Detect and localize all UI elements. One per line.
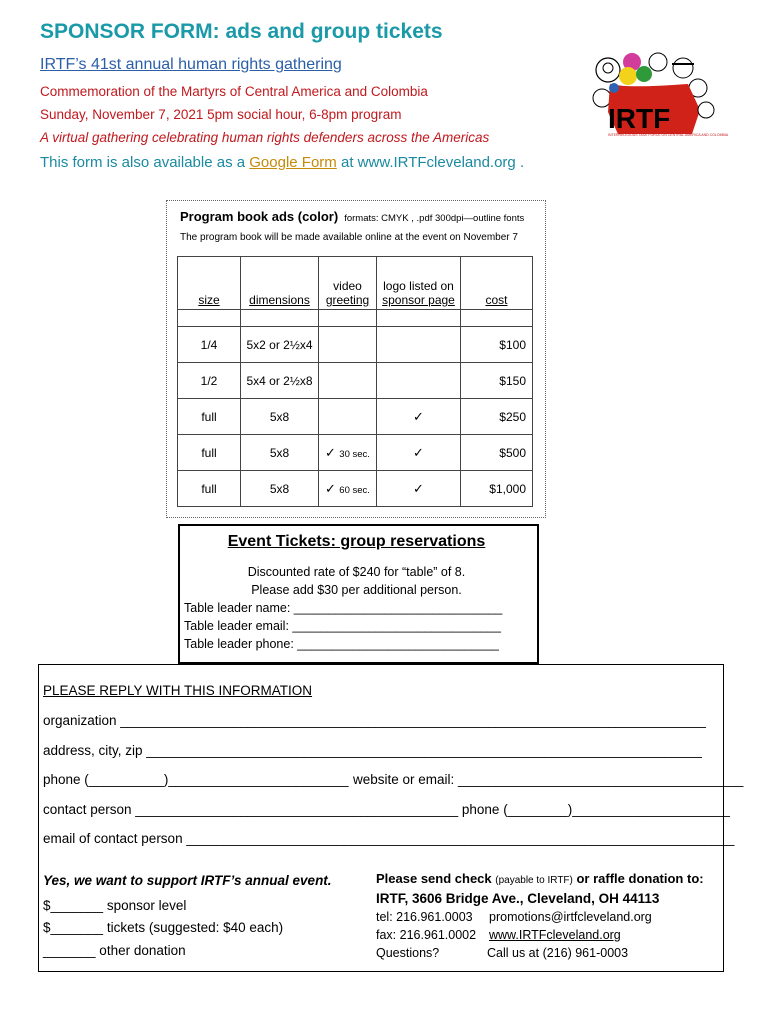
table-leader-name-field[interactable]: Table leader name: ______________________________ [184, 601, 503, 615]
ads-formats: formats: CMYK , .pdf 300dpi—outline fonts [344, 213, 525, 224]
support-heading: Yes, we want to support IRTF’s annual event. [43, 873, 332, 888]
logo-caption: INTERRELIGIOUS TASK FORCE ON CENTRAL AMERICA AND COLOMBIA [608, 133, 729, 137]
phone-field[interactable]: phone (__________)________________________ [43, 772, 349, 787]
ads-note: The program book will be made available online at the event on November 7 [180, 232, 518, 243]
table-row: full 5x8 ✓ 30 sec. ✓ $500 [178, 435, 533, 471]
col-cost: cost [485, 293, 508, 307]
irtf-logo [588, 48, 729, 144]
col-dimensions: dimensions [249, 293, 310, 307]
ads-table-header [178, 257, 533, 310]
contact-person-field[interactable]: contact person ___________________________________________ phone (________)_____________________ [43, 802, 730, 817]
ads-heading: Program book ads (color) formats: CMYK , .pdf 300dpi—outline fonts [180, 209, 525, 224]
availability-line: This form is also available as a Google Form at www.IRTFcleveland.org . [40, 154, 525, 171]
tickets-field[interactable]: $_______ tickets (suggested: $40 each) [43, 920, 284, 935]
event-subtitle: IRTF’s 41st annual human rights gathering [40, 56, 342, 73]
table-row: 1/2 5x4 or 2½x8 $150 [178, 363, 533, 399]
col-logo: logo listed on sponsor page [377, 257, 461, 310]
reply-heading: PLEASE REPLY WITH THIS INFORMATION [43, 683, 313, 698]
contact-email-field[interactable]: email of contact person _________________________________________________________________________ [43, 831, 735, 846]
call-us: Call us at (216) 961-0003 [487, 946, 629, 960]
tel: tel: 216.961.0003 [376, 910, 473, 924]
sponsor-level-field[interactable]: $_______ sponsor level [43, 898, 187, 913]
fax: fax: 216.961.0002 [376, 928, 477, 942]
table-row: 1/4 5x2 or 2½x4 $100 [178, 327, 533, 363]
mailing-address: IRTF, 3606 Bridge Ave., Cleveland, OH 44113 [376, 891, 660, 906]
address-field[interactable]: address, city, zip __________________________________________________________________________ [43, 743, 702, 758]
ads-table [177, 256, 533, 507]
questions-label: Questions? [376, 946, 440, 960]
email-contact: promotions@irtfcleveland.org [489, 910, 652, 924]
table-row: full 5x8 ✓ $250 [178, 399, 533, 435]
check-icon: ✓ [377, 435, 461, 471]
page-title: SPONSOR FORM: ads and group tickets [40, 20, 443, 43]
send-check-line: Please send check (payable to IRTF) or raffle donation to: [376, 871, 704, 886]
tagline: A virtual gathering celebrating human rights defenders across the Americas [40, 130, 490, 145]
other-donation-field[interactable]: _______ other donation [43, 943, 186, 958]
check-icon: ✓ [325, 444, 336, 460]
tickets-extra: Please add $30 per additional person. [251, 583, 462, 597]
table-leader-phone-field[interactable]: Table leader phone: _____________________________ [184, 637, 499, 651]
check-icon: ✓ [377, 471, 461, 507]
date-line: Sunday, November 7, 2021 5pm social hour, 6-8pm program [40, 107, 402, 122]
col-size: size [198, 293, 220, 307]
organization-field[interactable]: organization ______________________________________________________________________________ [43, 713, 706, 728]
website-link[interactable]: www.IRTFcleveland.org [489, 928, 621, 942]
commemoration-line: Commemoration of the Martyrs of Central America and Colombia [40, 84, 428, 99]
google-form-link[interactable]: Google Form [249, 154, 337, 171]
check-icon: ✓ [377, 399, 461, 435]
tickets-heading: Event Tickets: group reservations [227, 533, 486, 550]
logo-wordmark: IRTF [608, 103, 671, 134]
check-icon: ✓ [325, 480, 336, 496]
col-video: video greeting [319, 257, 377, 310]
website-field[interactable]: website or email: ______________________________________ [353, 772, 744, 787]
tickets-rate: Discounted rate of $240 for “table” of 8. [247, 565, 466, 579]
table-row: full 5x8 ✓ 60 sec. ✓ $1,000 [178, 471, 533, 507]
table-leader-email-field[interactable]: Table leader email: ______________________________ [184, 619, 501, 633]
